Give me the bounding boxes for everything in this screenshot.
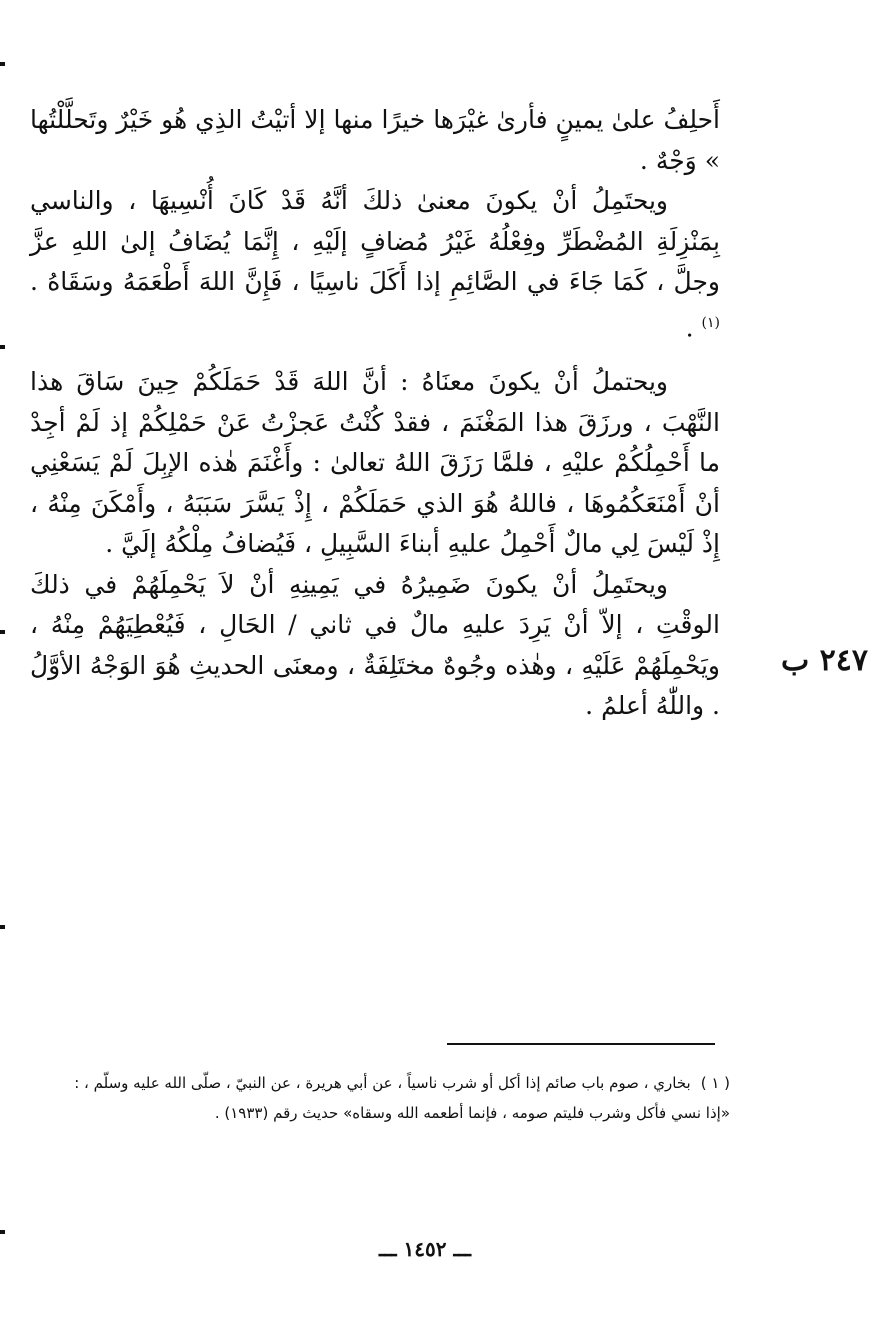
footnotes [50,1068,730,1128]
footnote-reference: (١) [701,314,720,331]
scan-edge-mark [0,1230,5,1234]
scan-edge-mark [0,925,5,929]
scan-edge-mark [0,630,5,634]
paragraph-4: ويحتَمِلُ أنْ يكونَ ضَمِيرُهُ في يَمِينِهِ أنْ لاَ يَحْمِلَهُمْ في ذلكَ الوقْتِ ، إلاّ أنْ يَرِدَ عليهِ مالٌ في ثاني / الحَالِ ، فَيُعْطِيَهُمْ مِنْهُ ، ويَحْمِلَهُمْ عَلَيْهِ ، وهٰذه وجُوهٌ مختَلِفَةٌ ، ومعنَى الحديثِ هُوَ الوَجْهُ الأوَّلُ . واللّٰهُ أعلمُ . [30,569,720,721]
paragraph-2 [30,181,720,348]
scan-edge-mark [0,345,5,349]
paragraph-3: ويحتملُ أنْ يكونَ معنَاهُ : أنَّ اللهَ قَدْ حَمَلَكُمْ حِينَ سَاقَ هذا النَّهْبَ ، ورزَقَ هذا المَغْنَمَ ، فقدْ كُنْتُ عَجزْتُ عَنْ حَمْلِكُمْ إذ لَمْ أجِدْ ما أَحْمِلُكُمْ عليْهِ ، فلمَّا رَزَقَ اللهُ تعالىٰ : وأَغْنَمَ هٰذه الإبِلَ لَمْ يَسَعْنِي أنْ أَمْنَعَكُمُوهَا ، فاللهُ هُوَ الذي حَمَلَكُمْ ، إِذْ يَسَّرَ سَبَبَهُ ، وأَمْكَنَ مِنْهُ ، إِذْ لَيْسَ لِي مالٌ أَحْمِلُ عليهِ أبناءَ السَّبِيلِ ، فَيُضافُ مِلْكُهُ إلَيَّ . [30,367,720,559]
footnote-number: ( ١ ) [700,1074,730,1092]
paragraph-1: أَحلِفُ علىٰ يمينٍ فأرىٰ غيْرَها خيرًا منها إلا أتيْتُ الذِي هُو خَيْرٌ وتَحلَّلْتُها » وَجْهٌ . [30,105,720,175]
paragraph-2-end: . [685,312,694,342]
manuscript-folio-marker: ٢٤٧ ب [780,643,868,678]
footnote-text: بخاري ، صوم باب صائم إذا أكل أو شرب ناسياً ، عن أبي هريرة ، عن النبيّ ، صلّى الله عليه وسلّم ، : «إذا نسي فأكل وشرب فليتم صومه ، فإنما أطعمه الله وسقاه» حديث رقم (١٩٣٣) . [74,1074,730,1122]
footnote-1 [50,1068,730,1128]
paragraph-2-text: ويحتَمِلُ أنْ يكونَ معنىٰ ذلكَ أنَّهُ قَدْ كَانَ أُنْسِيهَا ، والناسي بِمَنْزِلَةِ المُضْطَرِّ وفِعْلُهُ غَيْرُ مُضافٍ إلَيْهِ ، إِنَّمَا يُضَافُ إلىٰ اللهِ عزَّ وجلَّ ، كَمَا جَاءَ في الصَّائِمِ إذا أَكَلَ ناسِيًا ، فَإِنَّ اللهَ أَطْعَمَهُ وسَقَاهُ . [30,186,720,296]
main-text-block [30,100,720,727]
page-number: ـــ ١٤٥٢ ـــ [378,1237,472,1261]
footnote-separator [447,1043,715,1045]
scan-edge-mark [0,62,5,66]
